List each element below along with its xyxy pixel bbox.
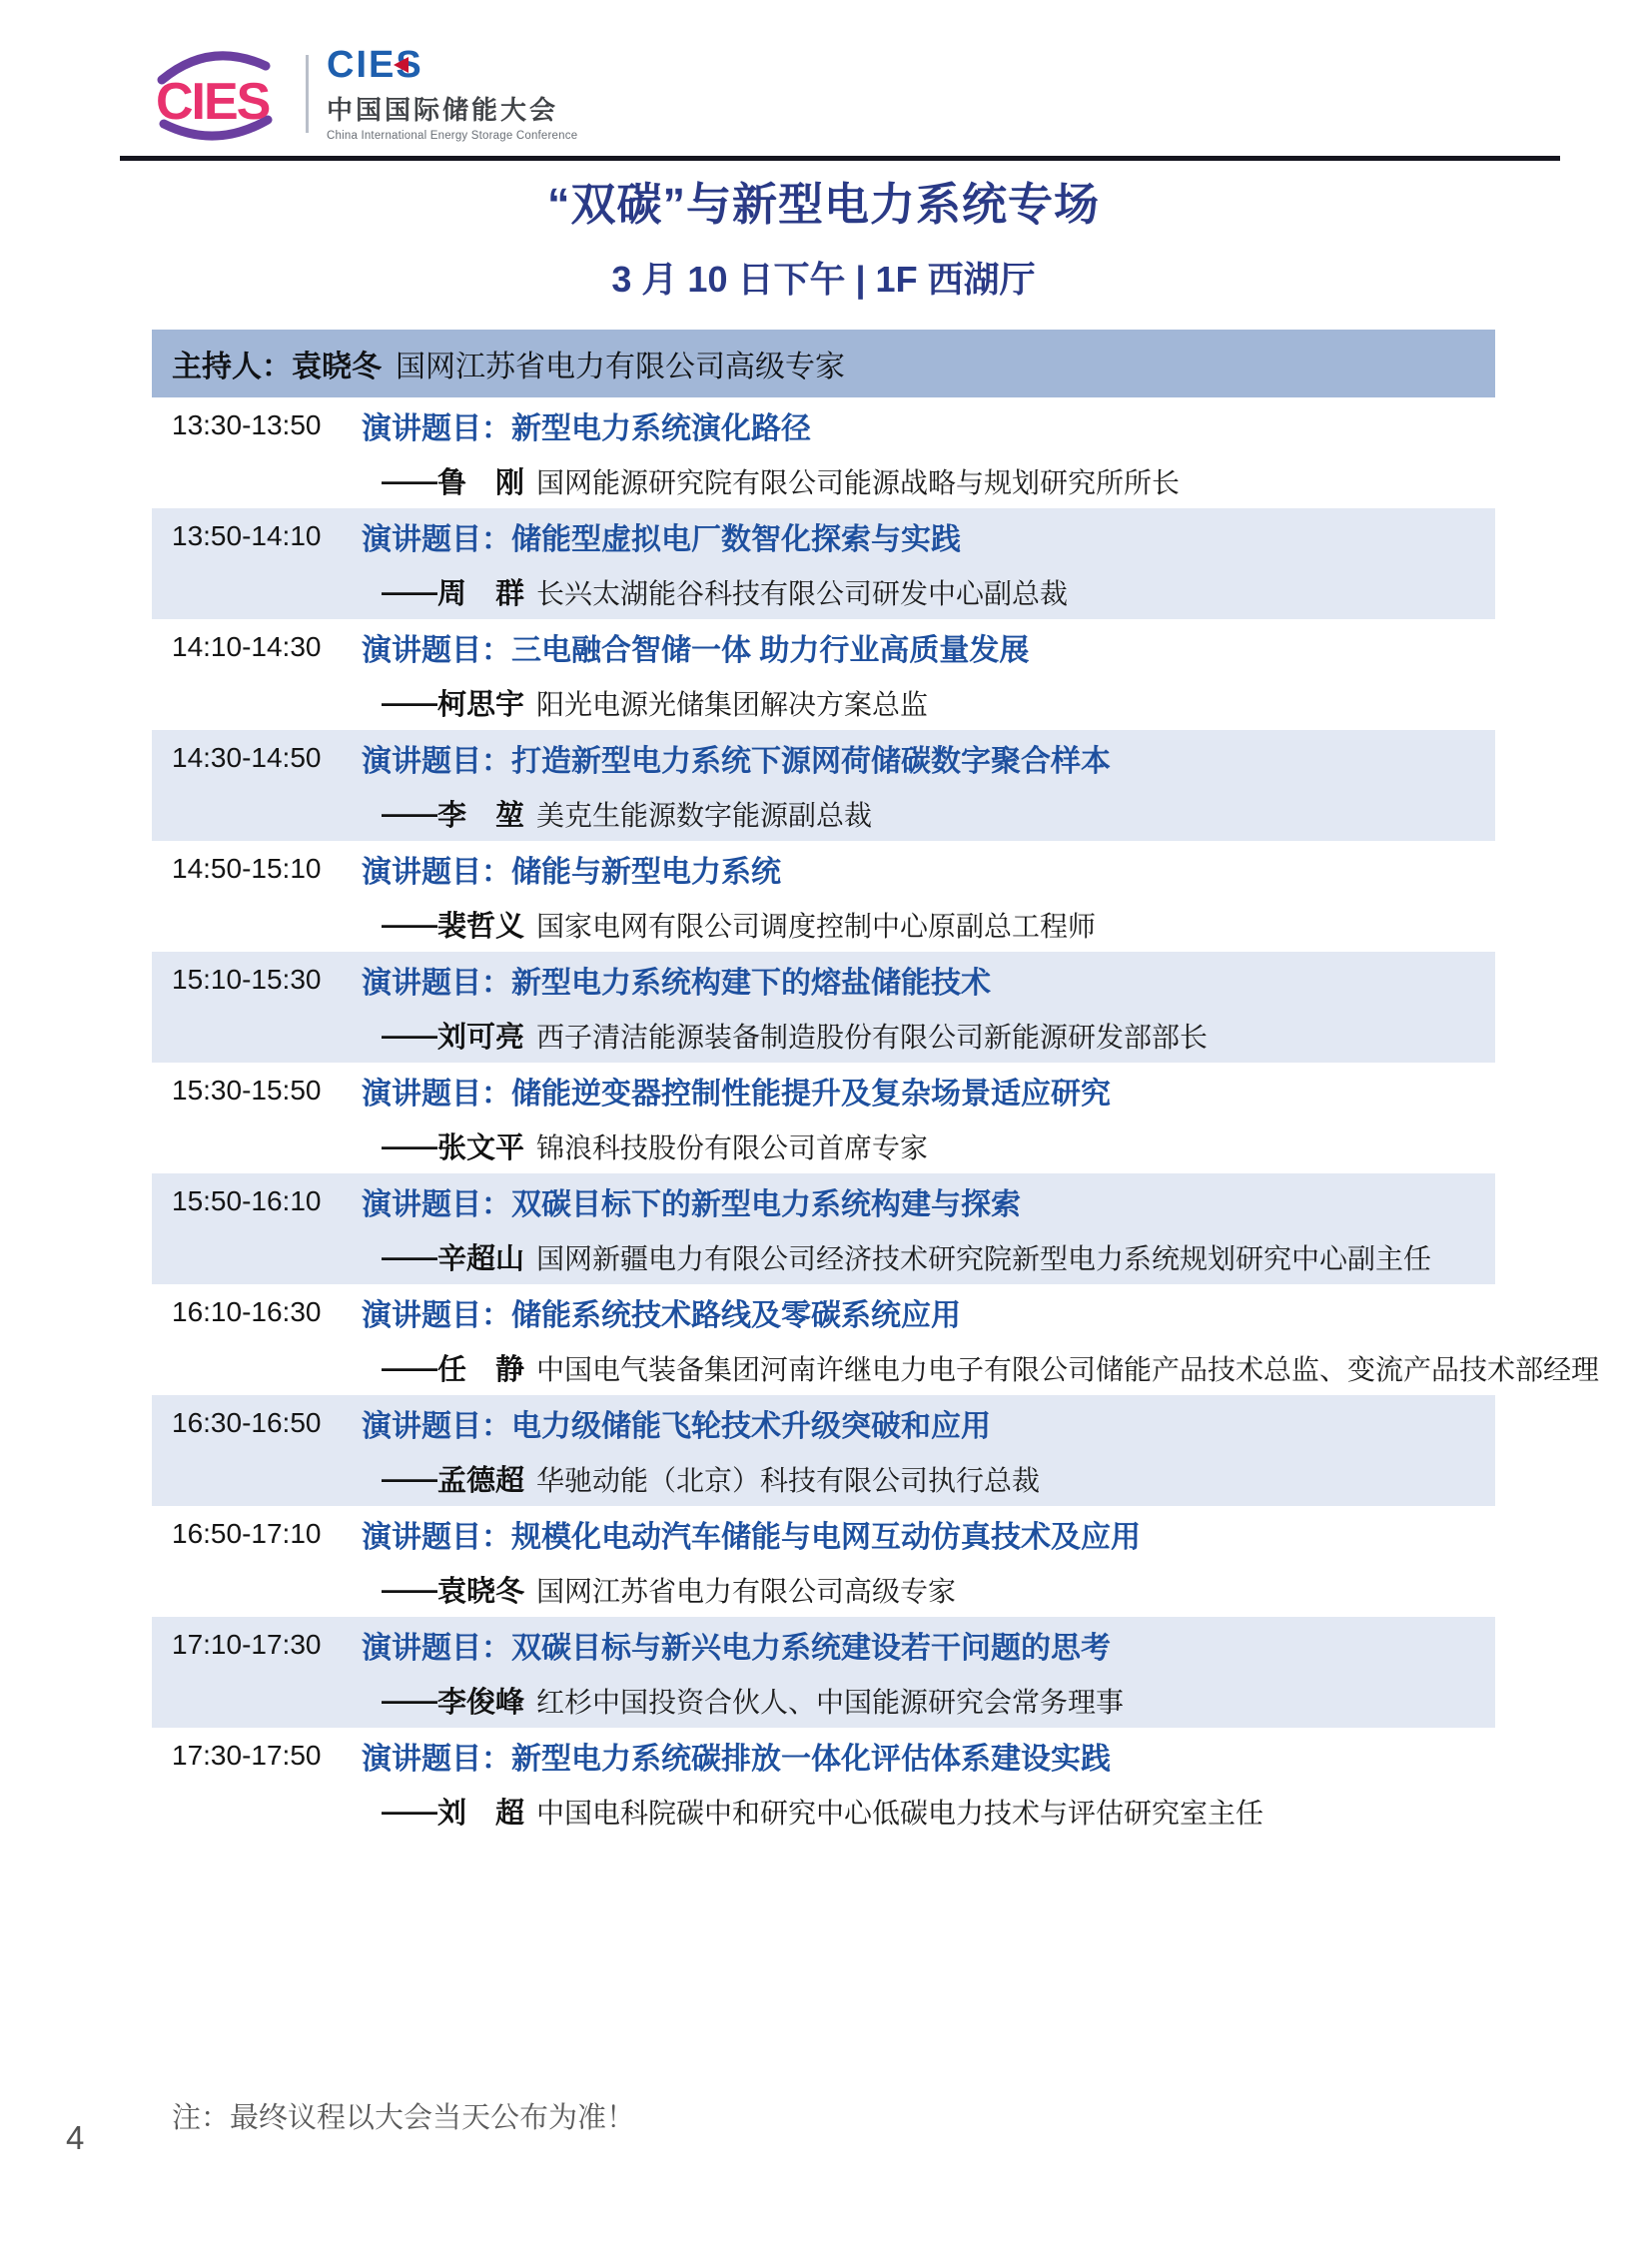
session-speaker-line: [172, 1451, 1495, 1506]
session-time: 17:10-17:30: [172, 1629, 322, 1660]
speaker-name: 辛超山: [437, 1243, 525, 1275]
session-row: [152, 1728, 1495, 1839]
speaker-dash: ——: [382, 1684, 437, 1716]
topic-prefix-label: 演讲题目：: [362, 523, 511, 556]
session-topic: [362, 1069, 1111, 1113]
topic-text: 储能型虚拟电厂数智化探索与实践: [511, 523, 961, 556]
session-topic-line: [172, 1284, 1495, 1340]
speaker-affiliation: 国网新疆电力有限公司经济技术研究院新型电力系统规划研究中心副主任: [536, 1242, 1432, 1274]
session-time: 16:30-16:50: [172, 1407, 322, 1438]
host-name: 袁晓冬: [292, 351, 382, 383]
session-row: [152, 508, 1495, 619]
speaker-name: 刘 超: [437, 1798, 525, 1830]
cies-wordmark: [327, 46, 577, 86]
conference-name-en: China International Energy Storage Conference: [327, 129, 578, 142]
logo-divider: [306, 55, 309, 133]
topic-text: 储能与新型电力系统: [511, 856, 781, 889]
speaker-name: 任 静: [437, 1354, 525, 1386]
session-topic: [362, 1623, 1111, 1667]
topic-text: 储能逆变器控制性能提升及复杂场景适应研究: [511, 1078, 1111, 1111]
speaker-dash: ——: [382, 908, 437, 940]
speaker-name: 孟德超: [437, 1465, 525, 1497]
host-affiliation: 国网江苏省电力有限公司高级专家: [396, 351, 845, 383]
speaker-name: 张文平: [437, 1132, 525, 1164]
session-time: 16:50-17:10: [172, 1518, 322, 1549]
session-time: 14:10-14:30: [172, 631, 322, 662]
logo-text-block: [327, 46, 577, 142]
session-row: [152, 1506, 1495, 1617]
session-speaker-line: [172, 897, 1495, 952]
session-speaker-line: [172, 786, 1495, 841]
session-topic-line: [172, 1506, 1495, 1562]
session-row: [152, 1617, 1495, 1728]
session-topic-line: [172, 841, 1495, 897]
speaker-affiliation: 中国电气装备集团河南许继电力电子有限公司储能产品技术总监、变流产品技术部经理: [536, 1353, 1600, 1385]
page-title: “双碳”与新型电力系统专场: [546, 179, 1100, 230]
session-speaker-line: [172, 453, 1495, 508]
speaker-affiliation: 西子清洁能源装备制造股份有限公司新能源研发部部长: [536, 1021, 1209, 1053]
session-topic: [362, 958, 991, 1002]
session-row: [152, 1173, 1495, 1284]
speaker-name: 周 群: [437, 578, 525, 610]
session-speaker-line: [172, 1562, 1495, 1617]
session-topic-line: [172, 619, 1495, 675]
topic-text: 储能系统技术路线及零碳系统应用: [511, 1299, 961, 1332]
session-topic: [362, 1734, 1111, 1778]
session-topic-line: [172, 508, 1495, 564]
topic-prefix-label: 演讲题目：: [362, 856, 511, 889]
session-time: 14:30-14:50: [172, 742, 322, 773]
host-banner: [152, 330, 1495, 397]
topic-prefix-label: 演讲题目：: [362, 1521, 511, 1554]
footer-note: 注：最终议程以大会当天公布为准！: [172, 2102, 636, 2134]
speaker-affiliation: 国家电网有限公司调度控制中心原副总工程师: [536, 910, 1097, 942]
session-speaker-line: [172, 1119, 1495, 1173]
speaker-name: 李俊峰: [437, 1687, 525, 1719]
topic-text: 电力级储能飞轮技术升级突破和应用: [511, 1410, 991, 1443]
speaker-name: 鲁 刚: [437, 467, 525, 499]
session-speaker-line: [172, 1784, 1495, 1839]
topic-prefix-label: 演讲题目：: [362, 1410, 511, 1443]
speaker-affiliation: 中国电科院碳中和研究中心低碳电力技术与评估研究室主任: [536, 1797, 1264, 1829]
page-number: 4: [66, 2119, 85, 2156]
cies-logo-mark: [148, 38, 296, 150]
session-topic-line: [172, 730, 1495, 786]
session-speaker-line: [172, 1229, 1495, 1284]
speaker-dash: ——: [382, 1573, 437, 1605]
speaker-dash: ——: [382, 1019, 437, 1051]
speaker-dash: ——: [382, 797, 437, 829]
topic-text: 双碳目标与新兴电力系统建设若干问题的思考: [511, 1632, 1111, 1665]
session-speaker-line: [172, 1673, 1495, 1728]
session-topic: [362, 1290, 961, 1334]
arrow-left-icon: [394, 57, 409, 73]
speaker-name: 柯思宇: [437, 689, 525, 721]
cies-wordmark-text: CIES: [327, 44, 423, 87]
session-topic: [362, 514, 961, 558]
speaker-dash: ——: [382, 1240, 437, 1272]
topic-prefix-label: 演讲题目：: [362, 1299, 511, 1332]
session-time: 17:30-17:50: [172, 1740, 322, 1771]
header-rule: [120, 156, 1560, 161]
session-speaker-line: [172, 1008, 1495, 1063]
session-row: [152, 730, 1495, 841]
session-time: 13:50-14:10: [172, 520, 322, 551]
speaker-affiliation: 红杉中国投资合伙人、中国能源研究会常务理事: [536, 1686, 1125, 1718]
session-speaker-line: [172, 564, 1495, 619]
speaker-affiliation: 长兴太湖能谷科技有限公司研发中心副总裁: [536, 577, 1069, 609]
session-row: [152, 1395, 1495, 1506]
session-row: [152, 1063, 1495, 1173]
session-time: 16:10-16:30: [172, 1296, 322, 1327]
conference-name-cn: 中国国际储能大会: [327, 94, 559, 125]
topic-prefix-label: 演讲题目：: [362, 745, 511, 778]
speaker-name: 袁晓冬: [437, 1576, 525, 1608]
session-topic: [362, 1512, 1141, 1556]
session-topic: [362, 1401, 991, 1445]
session-topic: [362, 403, 811, 447]
topic-prefix-label: 演讲题目：: [362, 1632, 511, 1665]
topic-text: 双碳目标下的新型电力系统构建与探索: [511, 1188, 1021, 1221]
session-row: [152, 841, 1495, 952]
speaker-affiliation: 华驰动能（北京）科技有限公司执行总裁: [536, 1464, 1041, 1496]
topic-text: 新型电力系统演化路径: [511, 412, 811, 445]
session-time: 15:50-16:10: [172, 1185, 322, 1216]
topic-prefix-label: 演讲题目：: [362, 634, 511, 667]
session-time: 13:30-13:50: [172, 409, 322, 440]
session-topic-line: [172, 1063, 1495, 1119]
session-topic: [362, 625, 1029, 669]
topic-prefix-label: 演讲题目：: [362, 1188, 511, 1221]
session-row: [152, 952, 1495, 1063]
session-topic: [362, 1179, 1021, 1223]
topic-text: 新型电力系统构建下的熔盐储能技术: [511, 967, 991, 1000]
topic-prefix-label: 演讲题目：: [362, 967, 511, 1000]
session-row: [152, 397, 1495, 508]
session-topic-line: [172, 952, 1495, 1008]
topic-text: 打造新型电力系统下源网荷储碳数字聚合样本: [511, 745, 1111, 778]
session-topic: [362, 736, 1111, 780]
speaker-dash: ——: [382, 575, 437, 607]
cies-logo: [148, 38, 577, 150]
speaker-dash: ——: [382, 464, 437, 496]
session-row: [152, 1284, 1600, 1395]
speaker-dash: ——: [382, 1795, 437, 1827]
speaker-affiliation: 阳光电源光储集团解决方案总监: [536, 688, 929, 720]
session-topic-line: [172, 1173, 1495, 1229]
speaker-affiliation: 锦浪科技股份有限公司首席专家: [536, 1131, 929, 1163]
session-topic: [362, 847, 781, 891]
topic-text: 三电融合智储一体 助力行业高质量发展: [511, 634, 1030, 667]
session-topic-line: [172, 1728, 1495, 1784]
speaker-affiliation: 国网江苏省电力有限公司高级专家: [536, 1575, 957, 1607]
session-time: 14:50-15:10: [172, 853, 322, 884]
session-row: [152, 619, 1495, 730]
speaker-dash: ——: [382, 1129, 437, 1161]
speaker-dash: ——: [382, 1462, 437, 1494]
schedule-list: [152, 397, 1600, 1839]
page-subtitle: 3 月 10 日下午 | 1F 西湖厅: [611, 259, 1036, 300]
session-topic-line: [172, 1395, 1495, 1451]
session-time: 15:30-15:50: [172, 1075, 322, 1106]
topic-prefix-label: 演讲题目：: [362, 1078, 511, 1111]
speaker-affiliation: 国网能源研究院有限公司能源战略与规划研究所所长: [536, 466, 1181, 498]
session-topic-line: [172, 397, 1495, 453]
speaker-dash: ——: [382, 1351, 437, 1383]
topic-text: 规模化电动汽车储能与电网互动仿真技术及应用: [511, 1521, 1141, 1554]
topic-prefix-label: 演讲题目：: [362, 412, 511, 445]
topic-prefix-label: 演讲题目：: [362, 1743, 511, 1776]
cies-pink-text: CIES: [156, 73, 270, 131]
session-speaker-line: [172, 675, 1495, 730]
session-topic-line: [172, 1617, 1495, 1673]
speaker-name: 李 堃: [437, 800, 525, 832]
session-time: 15:10-15:30: [172, 964, 322, 995]
topic-text: 新型电力系统碳排放一体化评估体系建设实践: [511, 1743, 1111, 1776]
speaker-dash: ——: [382, 686, 437, 718]
speaker-name: 刘可亮: [437, 1022, 525, 1054]
speaker-affiliation: 美克生能源数字能源副总裁: [536, 799, 873, 831]
speaker-name: 裴哲义: [437, 911, 525, 943]
host-label: 主持人：: [172, 351, 292, 383]
session-speaker-line: [172, 1340, 1600, 1395]
